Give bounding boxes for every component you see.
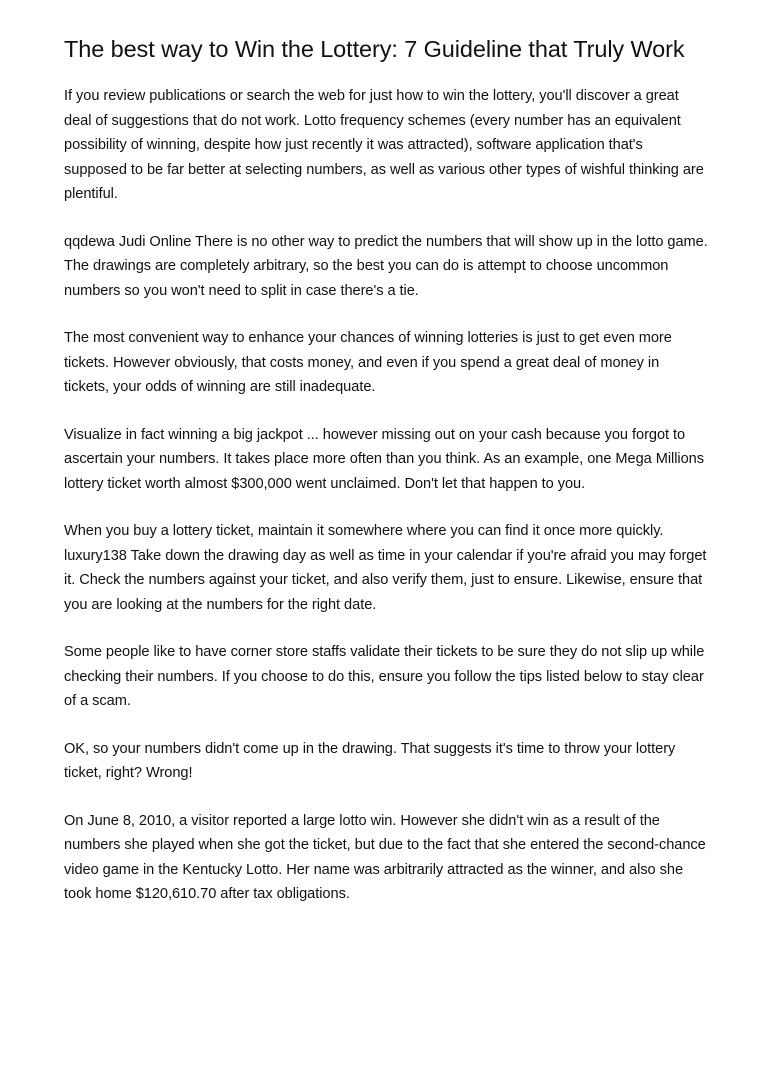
- document-title: The best way to Win the Lottery: 7 Guideline that Truly Work: [64, 36, 685, 62]
- paragraph-1: If you review publications or search the web for just how to win the lottery, you'll discover a great deal of suggestions that do not work. Lotto frequency schemes (every number has an equivalent possibility of winning, despite how just recently it was attracted), software application that's supposed to be far better at selecting numbers, as well as various other types of wishful thinking are plentiful.: [64, 88, 704, 202]
- paragraph-3: The most convenient way to enhance your chances of winning lotteries is just to get even more tickets. However obviously, that costs money, and even if you spend a great deal of money in tickets, your odds of winning are still inadequate.: [64, 330, 672, 395]
- paragraph-7: OK, so your numbers didn't come up in the drawing. That suggests it's time to throw your lottery ticket, right? Wrong!: [64, 740, 676, 781]
- paragraph-4: Visualize in fact winning a big jackpot ... however missing out on your cash because you forgot to ascertain your numbers. It takes place more often than you think. As an example, one Mega Millions lottery ticket worth almost $300,000 went unclaimed. Don't let that happen to you.: [64, 426, 704, 492]
- paragraph-8: On June 8, 2010, a visitor reported a large lotto win. However she didn't win as a result of the numbers she played when she got the ticket, but due to the fact that she entered the second-chance video game in the Kentucky Lotto. Her name was arbitrarily attracted as the winner, and also she took home $120,610.70 after tax obligations.: [64, 812, 706, 902]
- paragraph-2: qqdewa Judi Online There is no other way to predict the numbers that will show up in the lotto game. The drawings are completely arbitrary, so the best you can do is attempt to choose uncommon numbers so you won't need to split in case there's a tie.: [64, 233, 708, 299]
- paragraph-6: Some people like to have corner store staffs validate their tickets to be sure they do not slip up while checking their numbers. If you choose to do this, ensure you follow the tips listed below to stay clear of a scam.: [64, 644, 705, 709]
- paragraph-5: When you buy a lottery ticket, maintain it somewhere where you can find it once more quickly. luxury138 Take down the drawing day as well as time in your calendar if you're afraid you may forget it. Check the numbers against your ticket, and also verify them, just to ensure. Likewise, ensure that you are looking at the numbers for the right date.: [64, 523, 707, 613]
